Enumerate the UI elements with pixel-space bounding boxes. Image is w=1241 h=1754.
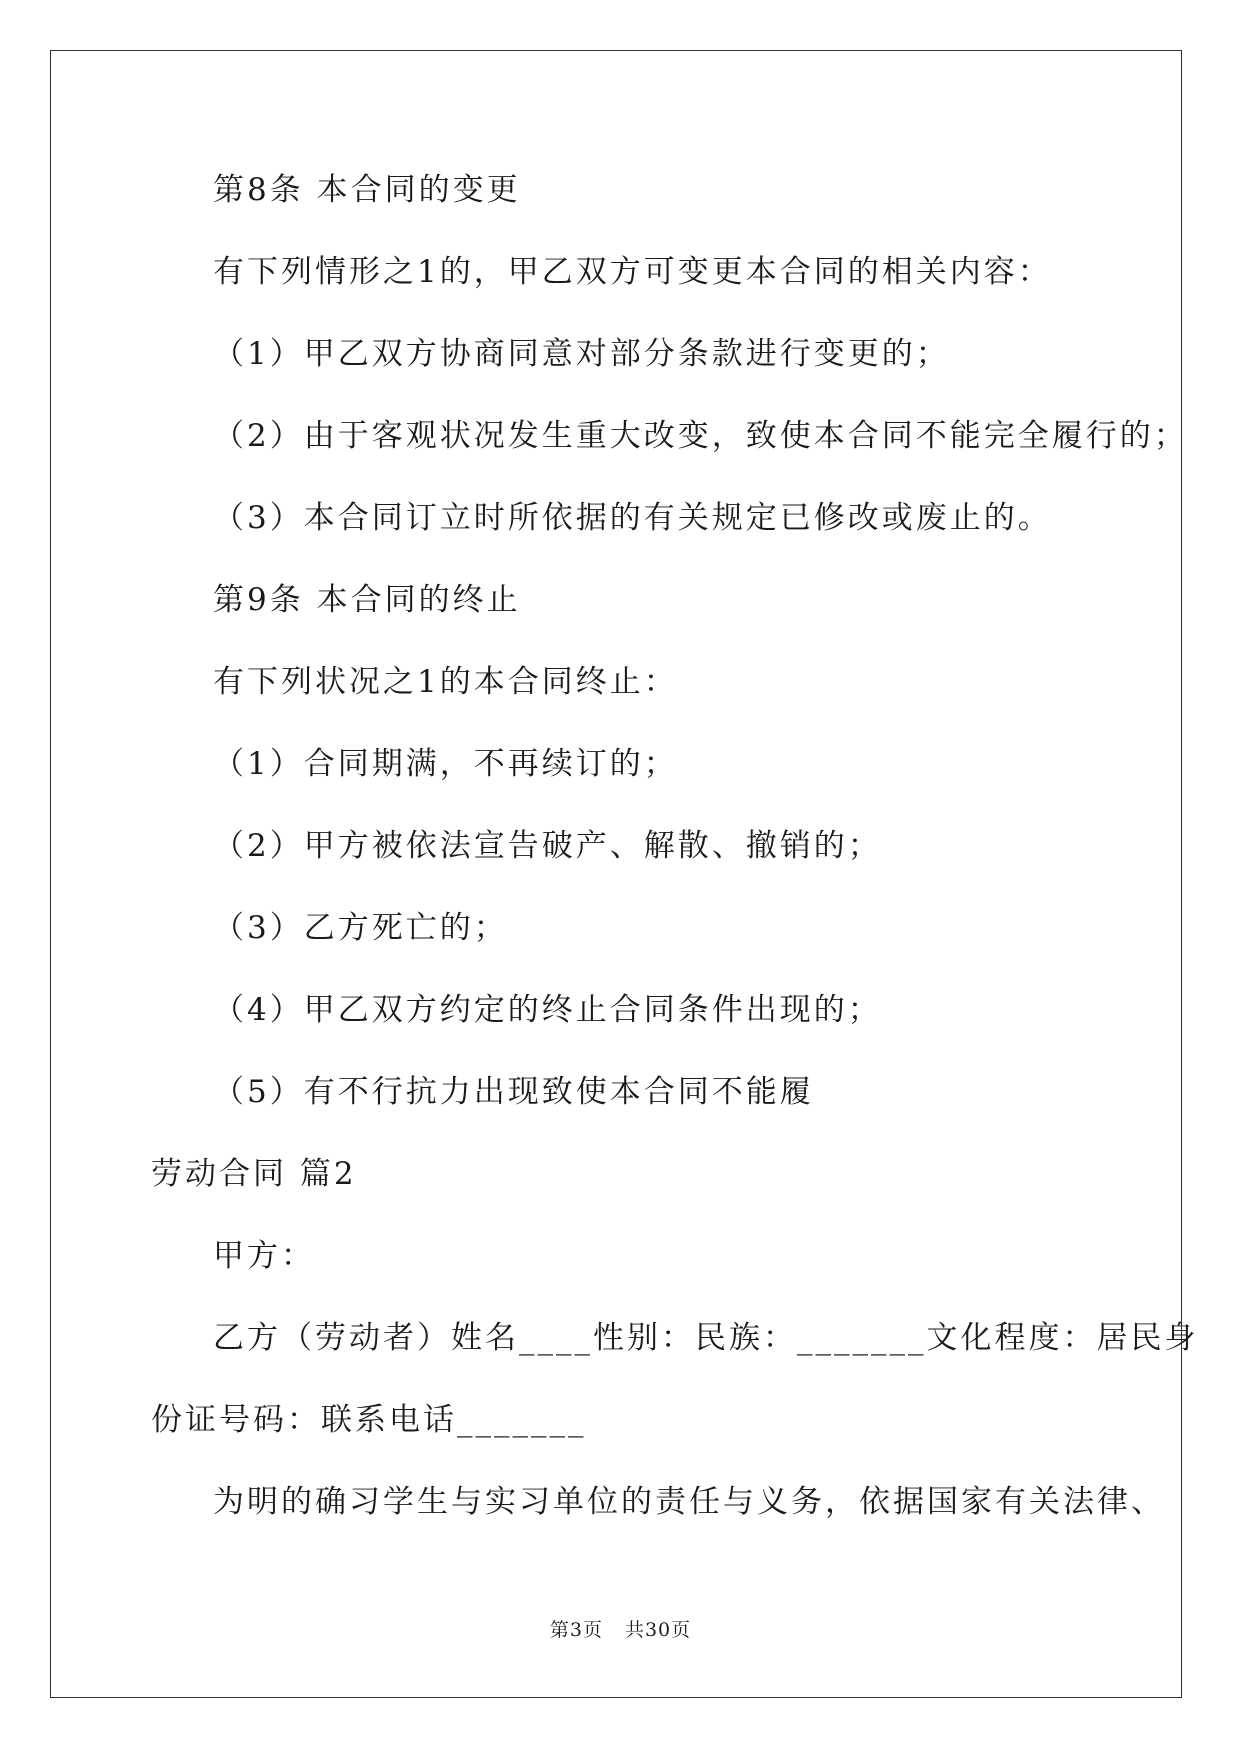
list-item: （2）由于客观状况发生重大改变，致使本合同不能完全履行的； bbox=[213, 418, 1188, 454]
article-9-heading: 第9条 本合同的终止 bbox=[213, 582, 521, 618]
list-item: （2）甲方被依法宣告破产、解散、撤销的； bbox=[213, 828, 882, 864]
list-item: （3）乙方死亡的； bbox=[213, 910, 508, 946]
page-border bbox=[50, 50, 1182, 1698]
paragraph-line: 为明的确习学生与实习单位的责任与义务，依据国家有关法律、 bbox=[213, 1484, 1165, 1520]
party-b-line: 乙方（劳动者）姓名____性别：民族：_______文化程度：居民身 bbox=[213, 1320, 1199, 1356]
section-title: 劳动合同 篇2 bbox=[151, 1156, 357, 1192]
page-number-current: 第3页 bbox=[549, 1619, 603, 1641]
list-item: （5）有不行抗力出现致使本合同不能履 bbox=[213, 1074, 814, 1110]
list-item: （3）本合同订立时所依据的有关规定已修改或废止的。 bbox=[213, 500, 1052, 536]
paragraph-line: 有下列情形之1的，甲乙双方可变更本合同的相关内容： bbox=[213, 254, 1052, 290]
article-8-heading: 第8条 本合同的变更 bbox=[213, 172, 521, 208]
list-item: （1）合同期满，不再续订的； bbox=[213, 746, 678, 782]
paragraph-line: 有下列状况之1的本合同终止： bbox=[213, 664, 678, 700]
list-item: （1）甲乙双方协商同意对部分条款进行变更的； bbox=[213, 336, 950, 372]
page-number-total: 共30页 bbox=[624, 1619, 692, 1641]
list-item: （4）甲乙双方约定的终止合同条件出现的； bbox=[213, 992, 882, 1028]
party-b-line-continued: 份证号码：联系电话_______ bbox=[151, 1402, 587, 1438]
party-a-line: 甲方： bbox=[213, 1238, 315, 1274]
page-footer bbox=[0, 1615, 1241, 1642]
